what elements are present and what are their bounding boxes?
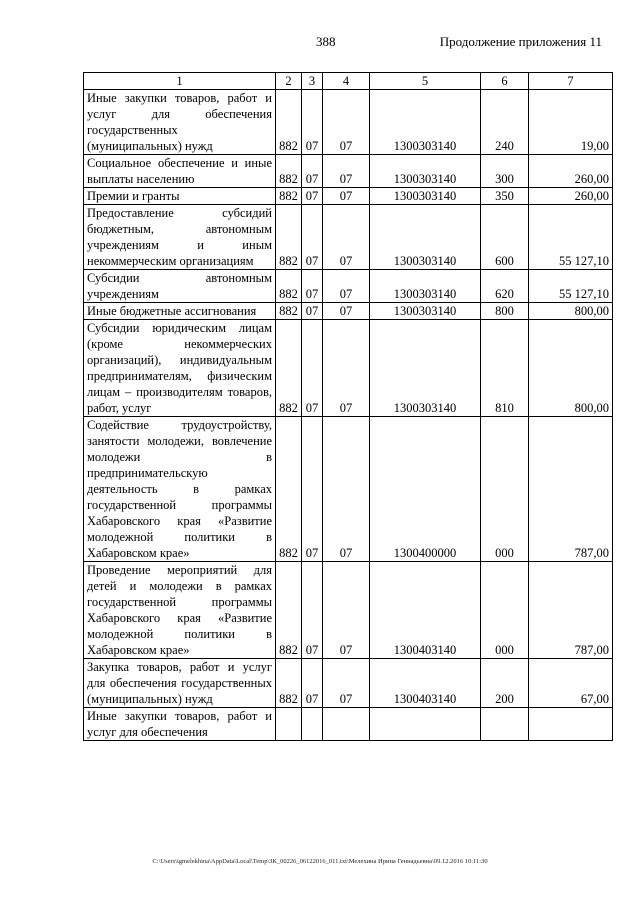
row-name: Закупка товаров, работ и услуг для обеспечения государственных (муниципальных) нужд bbox=[84, 659, 276, 708]
cell-col7: 800,00 bbox=[529, 320, 613, 417]
table-row bbox=[84, 155, 613, 188]
appendix-continuation-title: Продолжение приложения 11 bbox=[439, 34, 602, 49]
table-row bbox=[84, 270, 613, 303]
cell-col6: 810 bbox=[481, 320, 529, 417]
row-name: Социальное обеспечение и иные выплаты населению bbox=[84, 155, 276, 188]
cell-col6: 000 bbox=[481, 562, 529, 659]
row-name: Субсидии юридическим лицам (кроме некоммерческих организаций), индивидуальным предпринимателям, физическим лицам – производителям товаров, работ, услуг bbox=[84, 320, 276, 417]
table-row-partial bbox=[84, 708, 613, 741]
cell-col2: 882 bbox=[276, 562, 302, 659]
cell-col4: 07 bbox=[323, 188, 370, 205]
column-header: 3 bbox=[302, 73, 323, 90]
cell-col2: 882 bbox=[276, 303, 302, 320]
cell-col4: 07 bbox=[323, 659, 370, 708]
cell-col2: 882 bbox=[276, 188, 302, 205]
cell-col3: 07 bbox=[302, 320, 323, 417]
cell-col2: 882 bbox=[276, 320, 302, 417]
cell-col5: 1300303140 bbox=[370, 320, 481, 417]
cell-col7: 787,00 bbox=[529, 562, 613, 659]
cell-col3: 07 bbox=[302, 303, 323, 320]
cell-col7: 19,00 bbox=[529, 90, 613, 155]
table-row bbox=[84, 659, 613, 708]
column-header: 6 bbox=[481, 73, 529, 90]
cell-col2: 882 bbox=[276, 270, 302, 303]
column-header: 1 bbox=[84, 73, 276, 90]
cell-col6: 200 bbox=[481, 659, 529, 708]
cell-col6: 300 bbox=[481, 155, 529, 188]
cell-col2: 882 bbox=[276, 90, 302, 155]
table-row bbox=[84, 303, 613, 320]
cell-col5: 1300303140 bbox=[370, 188, 481, 205]
cell-col3: 07 bbox=[302, 417, 323, 562]
cell-col2: 882 bbox=[276, 659, 302, 708]
cell-col4 bbox=[323, 708, 370, 741]
cell-col2: 882 bbox=[276, 417, 302, 562]
cell-col4: 07 bbox=[323, 270, 370, 303]
cell-col5: 1300403140 bbox=[370, 562, 481, 659]
row-name: Премии и гранты bbox=[84, 188, 276, 205]
cell-col3: 07 bbox=[302, 188, 323, 205]
cell-col3: 07 bbox=[302, 90, 323, 155]
cell-col7: 67,00 bbox=[529, 659, 613, 708]
cell-col6: 600 bbox=[481, 205, 529, 270]
cell-col2: 882 bbox=[276, 205, 302, 270]
cell-col5: 1300303140 bbox=[370, 155, 481, 188]
cell-col5: 1300403140 bbox=[370, 659, 481, 708]
cell-col7: 260,00 bbox=[529, 155, 613, 188]
cell-col6 bbox=[481, 708, 529, 741]
cell-col4: 07 bbox=[323, 155, 370, 188]
cell-col6: 350 bbox=[481, 188, 529, 205]
cell-col2: 882 bbox=[276, 155, 302, 188]
cell-col7 bbox=[529, 708, 613, 741]
row-name: Проведение мероприятий для детей и молодежи в рамках государственной программы Хабаровского края «Развитие молодежной политики в Хабаровском крае» bbox=[84, 562, 276, 659]
cell-col3: 07 bbox=[302, 270, 323, 303]
cell-col3: 07 bbox=[302, 205, 323, 270]
row-name: Иные закупки товаров, работ и услуг для обеспечения государственных (муниципальных) нужд bbox=[84, 90, 276, 155]
column-header-row bbox=[84, 73, 613, 90]
row-name: Иные закупки товаров, работ и услуг для обеспечения bbox=[84, 708, 276, 741]
column-header: 7 bbox=[529, 73, 613, 90]
cell-col7: 55 127,10 bbox=[529, 205, 613, 270]
table-row bbox=[84, 90, 613, 155]
row-name: Предоставление субсидий бюджетным, автономным учреждениям и иным некоммерческим организациям bbox=[84, 205, 276, 270]
cell-col7: 800,00 bbox=[529, 303, 613, 320]
cell-col4: 07 bbox=[323, 562, 370, 659]
column-header: 5 bbox=[370, 73, 481, 90]
page-number: 388 bbox=[316, 34, 336, 49]
cell-col3: 07 bbox=[302, 659, 323, 708]
cell-col5: 1300303140 bbox=[370, 90, 481, 155]
table-row bbox=[84, 205, 613, 270]
cell-col4: 07 bbox=[323, 90, 370, 155]
cell-col5: 1300303140 bbox=[370, 303, 481, 320]
cell-col6: 620 bbox=[481, 270, 529, 303]
cell-col7: 260,00 bbox=[529, 188, 613, 205]
cell-col3 bbox=[302, 708, 323, 741]
cell-col4: 07 bbox=[323, 205, 370, 270]
column-header: 2 bbox=[276, 73, 302, 90]
cell-col7: 787,00 bbox=[529, 417, 613, 562]
cell-col4: 07 bbox=[323, 320, 370, 417]
table-row bbox=[84, 188, 613, 205]
cell-col6: 240 bbox=[481, 90, 529, 155]
file-path-footer: C:\Users\igmelekhina\AppData\Local\Temp\ЗК_00226_06122016_011.txt\Мелехина Ирина Геннадьевна\09.12.2016 10:11:30 bbox=[152, 858, 488, 865]
table-row bbox=[84, 417, 613, 562]
cell-col4: 07 bbox=[323, 417, 370, 562]
cell-col2 bbox=[276, 708, 302, 741]
row-name: Субсидии автономным учреждениям bbox=[84, 270, 276, 303]
cell-col6: 000 bbox=[481, 417, 529, 562]
cell-col7: 55 127,10 bbox=[529, 270, 613, 303]
cell-col5: 1300303140 bbox=[370, 205, 481, 270]
cell-col6: 800 bbox=[481, 303, 529, 320]
row-name: Содействие трудоустройству, занятости молодежи, вовлечение молодежи в предпринимательскую деятельность в рамках государственной программы Хабаровского края «Развитие молодежной политики в Хабаровском крае» bbox=[84, 417, 276, 562]
cell-col4: 07 bbox=[323, 303, 370, 320]
cell-col3: 07 bbox=[302, 155, 323, 188]
cell-col3: 07 bbox=[302, 562, 323, 659]
table-row bbox=[84, 320, 613, 417]
budget-table bbox=[83, 72, 613, 741]
table-row bbox=[84, 562, 613, 659]
cell-col5: 1300400000 bbox=[370, 417, 481, 562]
cell-col5 bbox=[370, 708, 481, 741]
column-header: 4 bbox=[323, 73, 370, 90]
row-name: Иные бюджетные ассигнования bbox=[84, 303, 276, 320]
cell-col5: 1300303140 bbox=[370, 270, 481, 303]
